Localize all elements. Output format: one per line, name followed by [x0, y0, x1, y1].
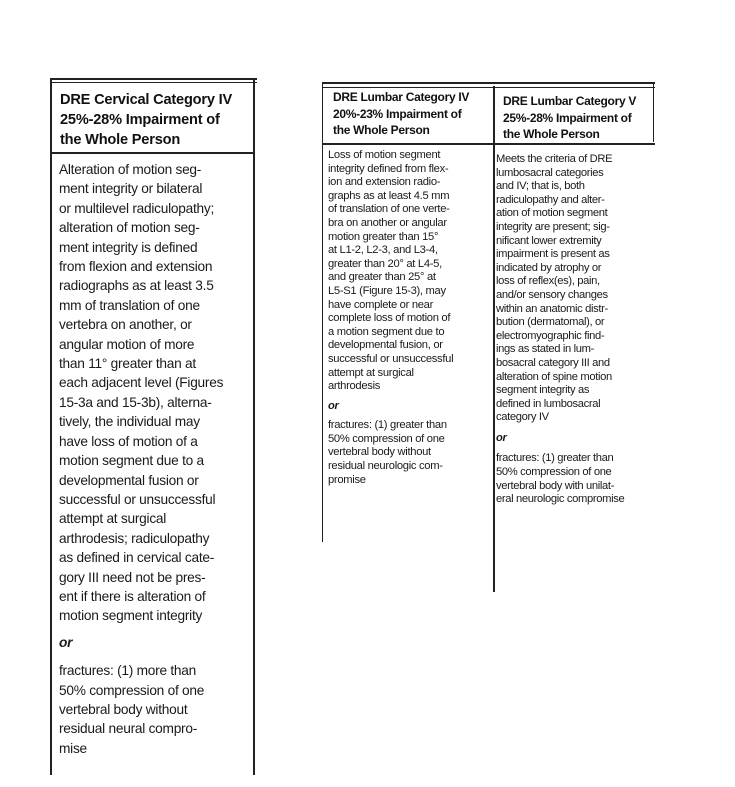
lumbar-iv-heading-line: 20%-23% Impairment of [333, 106, 462, 121]
cervical-or-label: or [59, 634, 73, 650]
cervical-left-rule [50, 78, 52, 775]
lumbar-iv-body-line: complete loss of motion of [328, 312, 451, 325]
lumbar-iv-body-line: of translation of one verte- [328, 203, 450, 216]
lumbar-v-body-line: defined in lumbosacral [496, 397, 601, 410]
cervical-body-line: ment integrity is defined [59, 239, 198, 255]
lumbar-iv-body-line: and greater than 25° at [328, 271, 436, 284]
lumbar-v-body [496, 153, 624, 507]
lumbar-v-body-line: and IV; that is, both [496, 180, 585, 193]
lumbar-v-body-line: bosacral category III and [496, 356, 610, 369]
cervical-body-line: attempt at surgical [59, 511, 167, 527]
lumbar-middle-rule [493, 86, 495, 592]
cervical-fracture-line: 50% compression of one [59, 682, 205, 698]
lumbar-iv-body-line: attempt at surgical [328, 366, 414, 379]
lumbar-v-body-line: and/or sensory changes [496, 288, 608, 301]
cervical-heading-line: the Whole Person [60, 132, 181, 148]
cervical-fracture-line: fractures: (1) more than [59, 663, 197, 679]
lumbar-v-body-line: integrity are present; sig- [496, 220, 610, 233]
lumbar-v-body-line: loss of reflex(es), pain, [496, 275, 600, 288]
lumbar-iv-body-line: a motion segment due to [328, 325, 445, 338]
cervical-body-line: motion segment integrity [59, 608, 203, 624]
lumbar-v-body-line: ings as stated in lum- [496, 343, 595, 356]
cervical-body-line: ent if there is alteration of [59, 588, 206, 604]
cervical-body-line: as defined in cervical cate- [59, 550, 215, 566]
lumbar-top-rule [322, 82, 655, 84]
lumbar-top-rule-thin [322, 87, 655, 88]
cervical-fracture-line: residual neural compro- [59, 721, 198, 737]
lumbar-header-rule [322, 143, 655, 145]
lumbar-iv-body-line: successful or unsuccessful [328, 352, 454, 365]
lumbar-iv-or-label: or [328, 399, 339, 412]
lumbar-iv-body-line: graphs as at least 4.5 mm [328, 189, 450, 202]
cervical-body-line: have loss of motion of a [59, 433, 198, 449]
lumbar-v-body-line: segment integrity as [496, 384, 590, 397]
lumbar-v-body-line: category IV [496, 411, 549, 424]
cervical-body-line: arthrodesis; radiculopathy [59, 530, 210, 546]
cervical-top-rule-thin [50, 82, 257, 83]
lumbar-iv-fracture-line: fractures: (1) greater than [328, 419, 447, 432]
lumbar-v-body-line: electromyographic find- [496, 329, 605, 342]
cervical-body-line: developmental fusion or [59, 472, 199, 488]
lumbar-v-body-line: impairment is present as [496, 248, 610, 261]
lumbar-iv-body-line: L5-S1 (Figure 15-3), may [328, 284, 446, 297]
lumbar-v-body-line: indicated by atrophy or [496, 261, 602, 274]
lumbar-v-body-line: within an anatomic distr- [496, 302, 608, 315]
cervical-body-line: 15-3a and 15-3b), alterna- [59, 394, 212, 410]
cervical-body-line: successful or unsuccessful [59, 491, 216, 507]
lumbar-v-body-line: ation of motion segment [496, 207, 608, 220]
lumbar-v-body-line: Meets the criteria of DRE [496, 153, 613, 165]
lumbar-v-body-line: lumbosacral categories [496, 166, 604, 179]
lumbar-v-body-line: alteration of spine motion [496, 370, 612, 383]
cervical-fracture-line: mise [59, 740, 87, 756]
cervical-body-line: from flexion and extension [59, 259, 213, 275]
cervical-heading [60, 90, 232, 150]
lumbar-v-heading [503, 93, 636, 143]
cervical-body-line: Alteration of motion seg- [59, 162, 202, 177]
lumbar-v-fracture-line: 50% compression of one [496, 466, 612, 479]
lumbar-iv-body-line: at L1-2, L2-3, and L3-4, [328, 244, 438, 257]
lumbar-v-body-line: nificant lower extremity [496, 234, 602, 247]
cervical-body-line: gory III need not be pres- [59, 569, 206, 585]
lumbar-iv-heading [333, 89, 469, 139]
lumbar-iv-body-line: motion greater than 15° [328, 230, 439, 243]
lumbar-iv-body-line: arthrodesis [328, 380, 381, 393]
lumbar-v-body-line: radiculopathy and alter- [496, 193, 605, 206]
lumbar-iv-fracture-line: 50% compression of one [328, 432, 445, 445]
cervical-right-rule [253, 78, 255, 775]
lumbar-iv-heading-line: the Whole Person [333, 123, 430, 137]
lumbar-iv-body-line: Loss of motion segment [328, 149, 441, 161]
cervical-body-line: mm of translation of one [59, 297, 200, 313]
lumbar-iv-body-line: bra on another or angular [328, 216, 447, 229]
cervical-top-rule [50, 78, 257, 80]
cervical-body-line: each adjacent level (Figures [59, 375, 224, 391]
lumbar-iv-body-line: integrity defined from flex- [328, 162, 449, 175]
lumbar-iv-fracture-line: vertebral body without [328, 446, 431, 459]
lumbar-iv-fracture-line: residual neurologic com- [328, 460, 443, 473]
lumbar-v-heading-line: 25%-28% Impairment of [503, 110, 632, 125]
lumbar-v-fracture-line: fractures: (1) greater than [496, 452, 614, 465]
cervical-heading-line: DRE Cervical Category IV [60, 92, 233, 108]
lumbar-v-or-label: or [496, 431, 507, 444]
lumbar-iv-body [328, 149, 453, 487]
lumbar-iv-fracture-line: promise [328, 473, 366, 486]
cervical-body-line: vertebra on another, or [59, 317, 192, 333]
cervical-body-line: angular motion of more [59, 336, 195, 352]
cervical-body-line: motion segment due to a [59, 453, 204, 469]
cervical-body-line: ment integrity or bilateral [59, 181, 203, 197]
lumbar-left-rule [322, 82, 323, 542]
cervical-body-line: radiographs as at least 3.5 [59, 278, 214, 294]
lumbar-v-heading-line: DRE Lumbar Category V [503, 94, 637, 108]
lumbar-iv-body-line: greater than 20° at L4-5, [328, 257, 442, 270]
cervical-body-line: tively, the individual may [59, 414, 200, 430]
lumbar-iv-heading-line: DRE Lumbar Category IV [333, 90, 470, 104]
lumbar-v-fracture-line: vertebral body with unilat- [496, 479, 615, 492]
cervical-heading-line: 25%-28% Impairment of [60, 112, 220, 128]
cervical-header-rule [50, 152, 255, 154]
lumbar-iv-body-line: developmental fusion, or [328, 339, 443, 352]
cervical-body [59, 160, 223, 758]
cervical-body-line: alteration of motion seg- [59, 220, 200, 236]
lumbar-iv-body-line: ion and extension radio- [328, 176, 441, 189]
lumbar-iv-body-line: have complete or near [328, 298, 434, 311]
lumbar-right-rule [653, 82, 654, 142]
cervical-body-line: than 11° greater than at [59, 356, 196, 372]
lumbar-v-body-line: bution (dermatomal), or [496, 316, 605, 329]
cervical-body-line: or multilevel radiculopathy; [59, 200, 215, 216]
cervical-fracture-line: vertebral body without [59, 701, 188, 717]
lumbar-v-fracture-line: eral neurologic compromise [496, 493, 625, 506]
lumbar-v-heading-line: the Whole Person [503, 127, 600, 141]
